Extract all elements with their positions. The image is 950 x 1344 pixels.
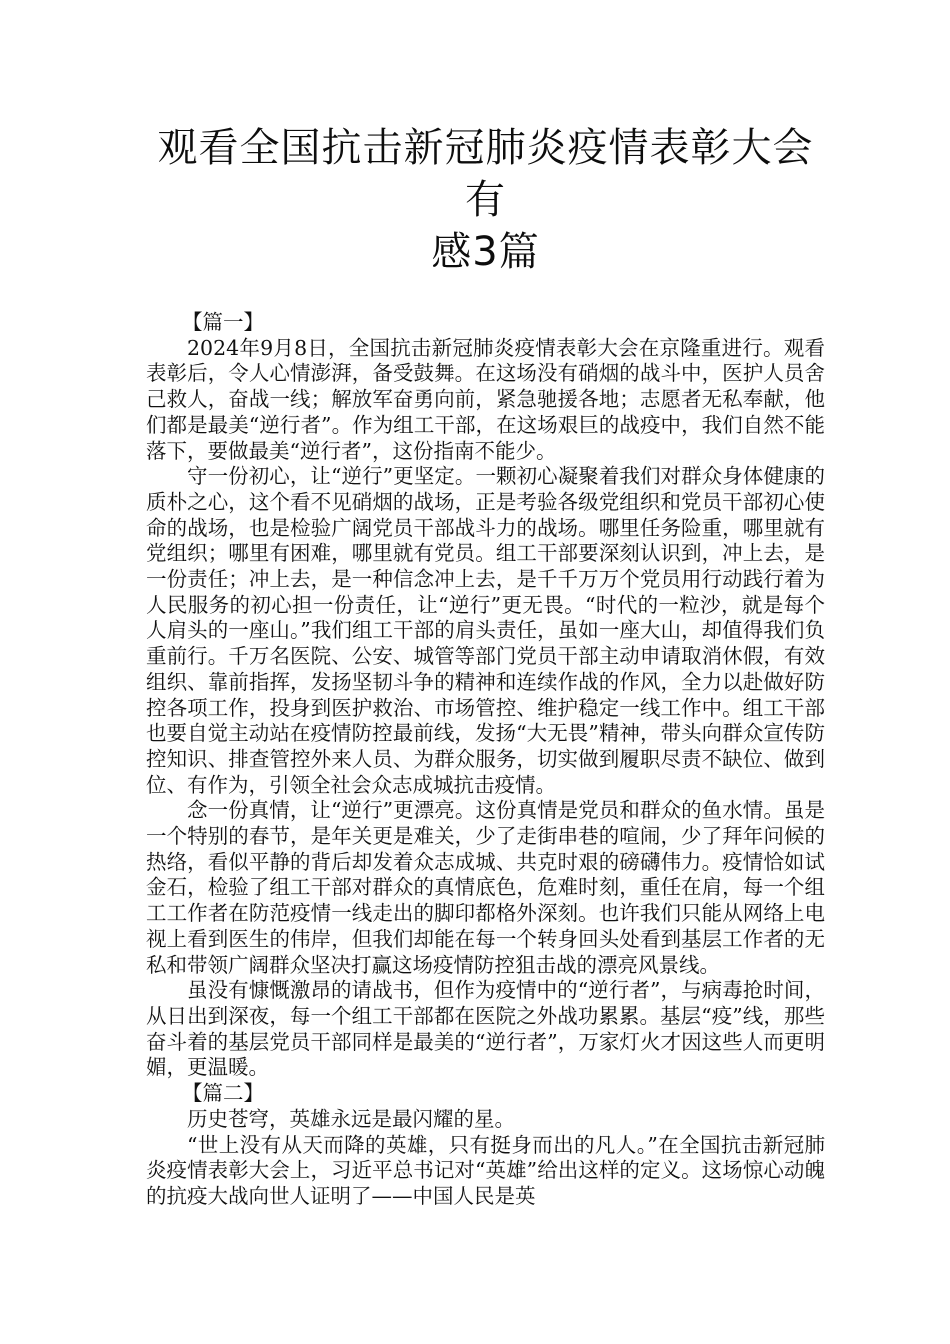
paragraph: 虽没有慷慨激昂的请战书，但作为疫情中的“逆行者”，与病毒抢时间，从日出到深夜，每一个组工干部都在医院之外战功累累。基层“疫”线，那些奋斗着的基层党员干部同样是最美的“逆行者”，万家灯火才因这些人而更明媚，更温暖。 [146, 978, 825, 1080]
paragraph: 守一份初心，让“逆行”更坚定。一颗初心凝聚着我们对群众身体健康的质朴之心，这个看不见硝烟的战场，正是考验各级党组织和党员干部初心使命的战场，也是检验广阔党员干部战斗力的战场。哪里任务险重，哪里就有党组织；哪里有困难，哪里就有党员。组工干部要深刻认识到，冲上去，是一份责任；冲上去，是一种信念冲上去，是千千万万个党员用行动践行着为人民服务的初心担一份责任，让“逆行”更无畏。“时代的一粒沙，就是每个人肩头的一座山。”我们组工干部的肩头责任，虽如一座大山，却值得我们负重前行。千万名医院、公安、城管等部门党员干部主动申请取消休假，有效组织、靠前指挥，发扬坚韧斗争的精神和连续作战的作风，全力以赴做好防控各项工作，投身到医护救治、市场管控、维护稳定一线工作中。组工干部也要自觉主动站在疫情防控最前线，发扬“大无畏”精神，带头向群众宣传防控知识、排查管控外来人员、为群众服务，切实做到履职尽责不缺位、做到位、有作为，引领全社会众志成城抗击疫情。 [146, 464, 825, 797]
section-heading-2: 【篇二】 [182, 1081, 264, 1106]
document-title [146, 122, 825, 278]
title-line-1: 观看全国抗击新冠肺炎疫情表彰大会有 [157, 125, 814, 223]
paragraph: 历史苍穹，英雄永远是最闪耀的星。 [187, 1106, 515, 1131]
title-line-2: 感3篇 [431, 229, 540, 275]
section-heading-1: 【篇一】 [182, 310, 264, 334]
paragraph: “世上没有从天而降的英雄，只有挺身而出的凡人。”在全国抗击新冠肺炎疫情表彰大会上，习近平总书记对“英雄”给出这样的定义。这场惊心动魄的抗疫大战向世人证明了——中国人民是英 [146, 1132, 825, 1208]
paragraph: 2024年9月8日，全国抗击新冠肺炎疫情表彰大会在京隆重进行。观看表彰后，令人心情澎湃，备受鼓舞。在这场没有硝烟的战斗中，医护人员舍己救人，奋战一线；解放军奋勇向前，紧急驰援各地；志愿者无私奉献，他们都是最美“逆行者”。作为组工干部，在这场艰巨的战疫中，我们自然不能落下，要做最美“逆行者”，这份指南不能少。 [146, 335, 825, 463]
document-body [146, 310, 825, 1210]
paragraph: 念一份真情，让“逆行”更漂亮。这份真情是党员和群众的鱼水情。虽是一个特别的春节，是年关更是难关，少了走街串巷的喧闹，少了拜年问候的热络，看似平静的背后却发着众志成城、共克时艰的磅礴伟力。疫情恰如试金石，检验了组工干部对群众的真情底色，危难时刻，重任在肩，每一个组工工作者在防范疫情一线走出的脚印都格外深刻。也许我们只能从网络上电视上看到医生的伟岸，但我们却能在每一个转身回头处看到基层工作者的无私和带领广阔群众坚决打赢这场疫情防控狙击战的漂亮风景线。 [146, 798, 825, 977]
